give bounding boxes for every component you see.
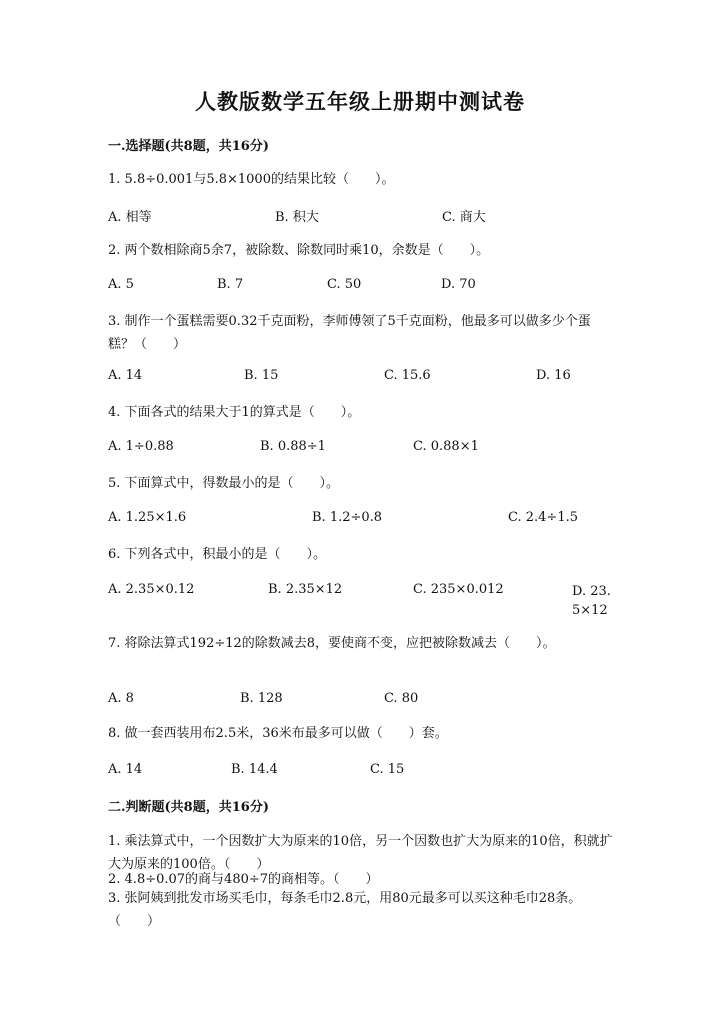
option-4-b: B. 0.88÷1 [260, 439, 326, 454]
option-3-d: D. 16 [536, 368, 571, 383]
question-7: 7. 将除法算式192÷12的除数减去8，要使商不变，应把被除数减去（ ）。 [108, 636, 556, 651]
option-7-b: B. 128 [240, 691, 283, 706]
option-2-b: B. 7 [217, 277, 244, 292]
option-2-c: C. 50 [327, 277, 362, 292]
option-6-c: C. 235×0.012 [413, 582, 504, 597]
page-title: 人教版数学五年级上册期中测试卷 [195, 89, 525, 114]
option-8-c: C. 15 [370, 762, 405, 777]
option-4-a: A. 1÷0.88 [108, 439, 174, 454]
question-3: 3. 制作一个蛋糕需要0.32千克面粉，李师傅领了5千克面粉，他最多可以做多少个蛋糕？（ ） [108, 314, 591, 352]
option-1-c: C. 商大 [442, 210, 486, 225]
option-2-d: D. 70 [441, 277, 476, 292]
question-5: 5. 下面算式中，得数最小的是（ ）。 [108, 476, 340, 491]
option-6-d: D. 23.5×12 [572, 584, 611, 618]
option-8-b: B. 14.4 [231, 762, 278, 777]
question-8: 8. 做一套西装用布2.5米，36米布最多可以做（ ）套。 [108, 726, 448, 741]
judgement-2: 2. 4.8÷0.07的商与480÷7的商相等。（ ） [108, 872, 379, 887]
option-2-a: A. 5 [108, 277, 134, 292]
option-4-c: C. 0.88×1 [413, 439, 479, 454]
option-5-c: C. 2.4÷1.5 [508, 510, 578, 525]
question-1: 1. 5.8÷0.001与5.8×1000的结果比较（ ）。 [108, 172, 395, 187]
option-7-a: A. 8 [108, 691, 134, 706]
question-6: 6. 下列各式中，积最小的是（ ）。 [108, 547, 327, 562]
section-heading-choice: 一.选择题(共8题，共16分) [108, 139, 269, 154]
option-6-b: B. 2.35×12 [268, 582, 343, 597]
question-4: 4. 下面各式的结果大于1的算式是（ ）。 [108, 405, 361, 420]
option-5-b: B. 1.2÷0.8 [312, 510, 383, 525]
option-8-a: A. 14 [108, 762, 143, 777]
option-1-b: B. 积大 [275, 210, 319, 225]
option-5-a: A. 1.25×1.6 [108, 510, 187, 525]
option-3-a: A. 14 [108, 368, 143, 383]
option-6-a: A. 2.35×0.12 [108, 582, 195, 597]
option-3-b: B. 15 [244, 368, 279, 383]
judgement-1: 1. 乘法算式中，一个因数扩大为原来的10倍，另一个因数也扩大为原来的10倍，积就扩大为原来的100倍。（ ） [108, 834, 613, 872]
section-heading-judgement: 二.判断题(共8题，共16分) [108, 800, 269, 815]
option-1-a: A. 相等 [108, 210, 152, 225]
judgement-3: 3. 张阿姨到批发市场买毛巾，每条毛巾2.8元，用80元最多可以买这种毛巾28条。（ ） [108, 891, 582, 929]
option-3-c: C. 15.6 [384, 368, 431, 383]
option-7-c: C. 80 [384, 691, 419, 706]
question-2: 2. 两个数相除商5余7，被除数、除数同时乘10，余数是（ ）。 [108, 243, 490, 258]
